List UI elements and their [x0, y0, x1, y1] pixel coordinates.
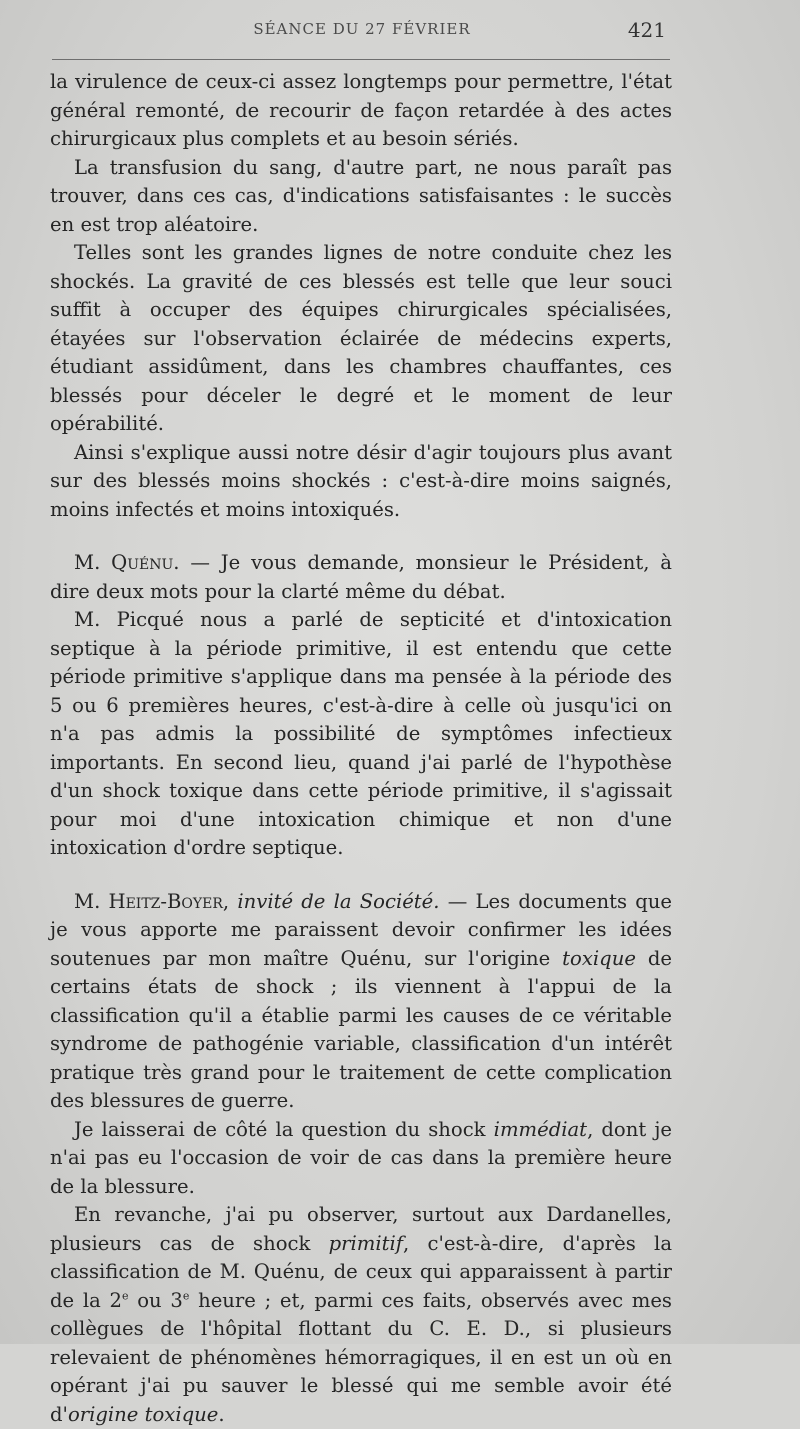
speaker-name: M. Heitz-Boyer,: [74, 889, 230, 913]
paragraph-text: M. Picqué nous a parlé de septicité et d'intoxication septique à la période primitive, il est entendu que cette période primitive s'applique dans ma pensée à la période des 5 ou 6 premières heures, c'est-à-dire à celle où jusqu'ici on n'a pas admis la possibilité de symptômes infectieux importants. En second lieu, quand j'ai parlé de l'hypothèse d'un shock toxique dans cette période primitive, il s'agissait pour moi d'une intoxication chimique et non d'une intoxication d'ordre septique.: [50, 608, 672, 859]
paragraph-text: la virulence de ceux-ci assez longtemps pour permettre, l'état général remonté, de recourir de façon retardée à des actes chirurgicaux plus complets et au besoin sériés.: [50, 70, 672, 150]
paragraph-text: ou 3: [128, 1288, 183, 1312]
italic-term: origine toxique: [67, 1402, 219, 1426]
paragraph: [50, 1201, 672, 1429]
paragraph-quenu: [50, 549, 672, 606]
body-text: [50, 68, 672, 1429]
superscript: e: [182, 1288, 190, 1302]
paragraph-text: .: [218, 1402, 225, 1426]
paragraph-text: Ainsi s'explique aussi notre désir d'agir toujours plus avant sur des blessés moins shockés : c'est-à-dire moins saignés, moins infectés et moins intoxiqués.: [50, 440, 672, 521]
speaker-role: invité de la Société.: [237, 889, 440, 913]
paragraph: [50, 439, 672, 525]
paragraph-text: En revanche, j'ai pu observer, surtout aux Dardanelles, plusieurs cas de shock: [50, 1203, 672, 1255]
italic-term: immédiat: [493, 1117, 588, 1141]
paragraph: [50, 606, 672, 863]
superscript: e: [122, 1288, 129, 1302]
paragraph-text: heure ; et, parmi ces faits, observés avec mes collègues de l'hôpital flottant du C. E. D., si plusieurs relevaient de phénomènes hémorragiques, il en est un où en opérant j'ai pu sauver le blessé qui me semble avoir été d': [50, 1288, 672, 1426]
running-head: [52, 18, 672, 46]
italic-term: primitif: [328, 1231, 404, 1255]
paragraph: [50, 239, 672, 439]
paragraph-text: Telles sont les grandes lignes de notre conduite chez les shockés. La gravité de ces blessés est telle que leur souci suffit à occuper des équipes chirurgicales spécialisées, étayées sur l'observation éclairée de médecins experts, étudiant assidûment, dans les chambres chauffantes, ces blessés pour déceler le degré et le moment de leur opérabilité.: [50, 241, 672, 435]
paragraph-text: , dont je n'ai pas eu l'occasion de voir de cas dans la première heure de la blessure.: [50, 1117, 672, 1198]
paragraph-heitz-boyer: [50, 888, 672, 1116]
paragraph: [50, 68, 672, 154]
paragraph-text: Je laisserai de côté la question du shock: [74, 1117, 494, 1141]
running-title: SÉANCE DU 27 FÉVRIER: [253, 20, 471, 38]
paragraph-text: de certains états de shock ; ils viennent à l'appui de la classification qu'il a établie parmi les causes de ce véritable syndrome de pathogénie variable, classification d'un intérêt pratique très grand pour le traitement de cette complication des blessures de guerre.: [50, 946, 672, 1112]
italic-term: toxique: [562, 946, 636, 970]
paragraph-text: La transfusion du sang, d'autre part, ne nous paraît pas trouver, dans ces cas, d'indications satisfaisantes : le succès en est trop aléatoire.: [50, 155, 672, 236]
header-rule: [52, 59, 670, 60]
page-number: 421: [627, 18, 666, 42]
paragraph-text: — Je vous demande, monsieur le Président, à dire deux mots pour la clarté même du débat.: [50, 551, 672, 603]
speaker-name: M. Quénu.: [74, 551, 180, 574]
paragraph: [50, 154, 672, 240]
paragraph-text: , c'est-à-dire, d'après la classification de M. Quénu, de ceux qui apparaissent à partir de la 2: [50, 1231, 672, 1312]
paragraph-text: — Les documents que je vous apporte me paraissent devoir confirmer les idées soutenues par mon maître Quénu, sur l'origine: [50, 889, 673, 970]
paragraph: [50, 1116, 672, 1202]
